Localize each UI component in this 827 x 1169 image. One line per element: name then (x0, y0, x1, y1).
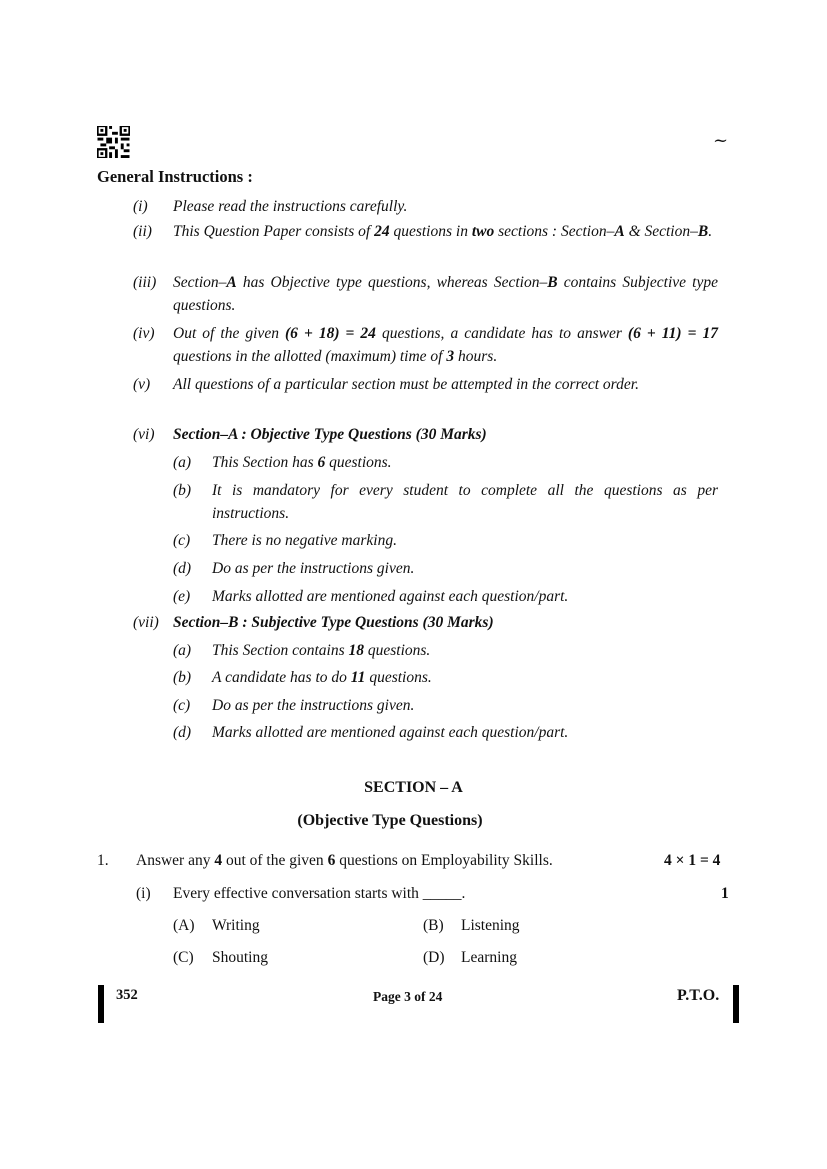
text-run: questions in the allotted (maximum) time of (173, 348, 447, 365)
emphasis-text: Section–B : Subjective Type Questions (30 Marks) (173, 614, 494, 631)
question-marks: 4 × 1 = 4 (664, 852, 721, 869)
item-number: (vi) (133, 426, 155, 443)
text-run: Marks allotted are mentioned against each question/part. (212, 588, 569, 605)
item-text (212, 721, 718, 744)
emphasis-text: 3 (446, 348, 455, 365)
general-instructions-heading: General Instructions : (97, 167, 253, 186)
section-subtitle: (Objective Type Questions) (297, 812, 483, 829)
item-text (212, 529, 718, 552)
text-run: has Objective type questions, whereas Section– (236, 274, 548, 291)
item-number: (iii) (133, 274, 157, 291)
text-run: This Section has (212, 454, 318, 471)
item-number: (iv) (133, 325, 155, 342)
text-run: Do as per the instructions given. (212, 697, 415, 714)
text-run: questions in (389, 223, 472, 240)
section-title: SECTION – A (364, 779, 463, 796)
item-text (173, 423, 718, 446)
emphasis-text: B (547, 274, 558, 291)
text-run: questions. (365, 669, 432, 686)
emphasis-text: two (471, 223, 495, 240)
option-a-label: (A) (173, 917, 195, 934)
item-text (212, 585, 718, 608)
question-number: 1. (97, 852, 109, 869)
item-text (212, 666, 718, 689)
option-a-text: Writing (212, 917, 260, 934)
text-run: questions. (363, 642, 431, 659)
emphasis-text: Section–A : Objective Type Questions (30 Marks) (173, 426, 487, 443)
emphasis-text: 6 (317, 454, 326, 471)
pto-label: P.T.O. (677, 987, 720, 1004)
item-text (212, 639, 718, 662)
item-number: (v) (133, 376, 151, 393)
emphasis-text: (6 + 18) = 24 (285, 325, 376, 342)
text-run: Out of the given (173, 325, 285, 342)
text-run: Section– (173, 274, 227, 291)
item-text (212, 694, 718, 717)
item-number: (b) (173, 482, 192, 499)
item-text (173, 373, 718, 396)
text-run: It is mandatory for every student to complete all the questions as per instructions. (212, 482, 718, 522)
page-number: Page 3 of 24 (373, 989, 443, 1004)
emphasis-text: 18 (348, 642, 364, 659)
paper-code: 352 (116, 987, 138, 1003)
item-text (173, 220, 718, 243)
option-c-label: (C) (173, 949, 194, 966)
text-run: All questions of a particular section must be attempted in the correct order. (173, 376, 639, 393)
text-run: . (708, 223, 713, 240)
text-run: This Question Paper consists of (173, 223, 375, 240)
item-number: (c) (173, 532, 191, 549)
item-number: (e) (173, 588, 191, 605)
emphasis-text: 11 (350, 669, 366, 686)
question-text (136, 849, 553, 872)
item-number: (d) (173, 724, 192, 741)
item-number: (vii) (133, 614, 159, 631)
item-text (173, 322, 718, 368)
option-c-text: Shouting (212, 949, 268, 966)
text-run: questions. (325, 454, 392, 471)
text-run: Do as per the instructions given. (212, 560, 415, 577)
text-run: sections : Section– (494, 223, 615, 240)
text-run: There is no negative marking. (212, 532, 397, 549)
subquestion-text: Every effective conversation starts with _____. (173, 885, 466, 902)
text-run: & Section– (624, 223, 698, 240)
option-b-text: Listening (461, 917, 520, 934)
option-d-text: Learning (461, 949, 517, 966)
text-run: out of the given (222, 852, 328, 869)
item-text (173, 195, 718, 218)
emphasis-text: A (226, 274, 237, 291)
item-text (212, 451, 718, 474)
tilde-mark: ~ (713, 130, 729, 151)
emphasis-text: A (614, 223, 625, 240)
right-margin-bar (733, 985, 739, 1023)
subquestion-number: (i) (136, 885, 151, 902)
qr-code-icon (97, 126, 130, 158)
subquestion-marks: 1 (721, 885, 729, 902)
text-run: questions on Employability Skills. (335, 852, 553, 869)
item-number: (d) (173, 560, 192, 577)
item-number: (i) (133, 198, 148, 215)
item-number: (b) (173, 669, 192, 686)
text-run: A candidate has to do (212, 669, 351, 686)
text-run: Please read the instructions carefully. (173, 198, 408, 215)
text-run: hours. (454, 348, 498, 365)
text-run: This Section contains (212, 642, 349, 659)
option-d-label: (D) (423, 949, 445, 966)
item-number: (a) (173, 454, 192, 471)
item-number: (a) (173, 642, 192, 659)
text-run: contains Subjective type questions. (173, 274, 719, 314)
text-run: questions, a candidate has to answer (375, 325, 628, 342)
item-text (173, 271, 718, 317)
text-run: Answer any (136, 852, 215, 869)
emphasis-text: 6 (327, 852, 336, 869)
item-number: (ii) (133, 223, 152, 240)
emphasis-text: (6 + 11) = 17 (627, 325, 718, 342)
text-run: Marks allotted are mentioned against each question/part. (212, 724, 569, 741)
emphasis-text: 4 (214, 852, 223, 869)
item-text (212, 557, 718, 580)
emphasis-text: 24 (374, 223, 390, 240)
left-margin-bar (98, 985, 104, 1023)
item-text (212, 479, 718, 525)
emphasis-text: B (697, 223, 709, 240)
option-b-label: (B) (423, 917, 444, 934)
item-number: (c) (173, 697, 191, 714)
item-text (173, 611, 718, 634)
